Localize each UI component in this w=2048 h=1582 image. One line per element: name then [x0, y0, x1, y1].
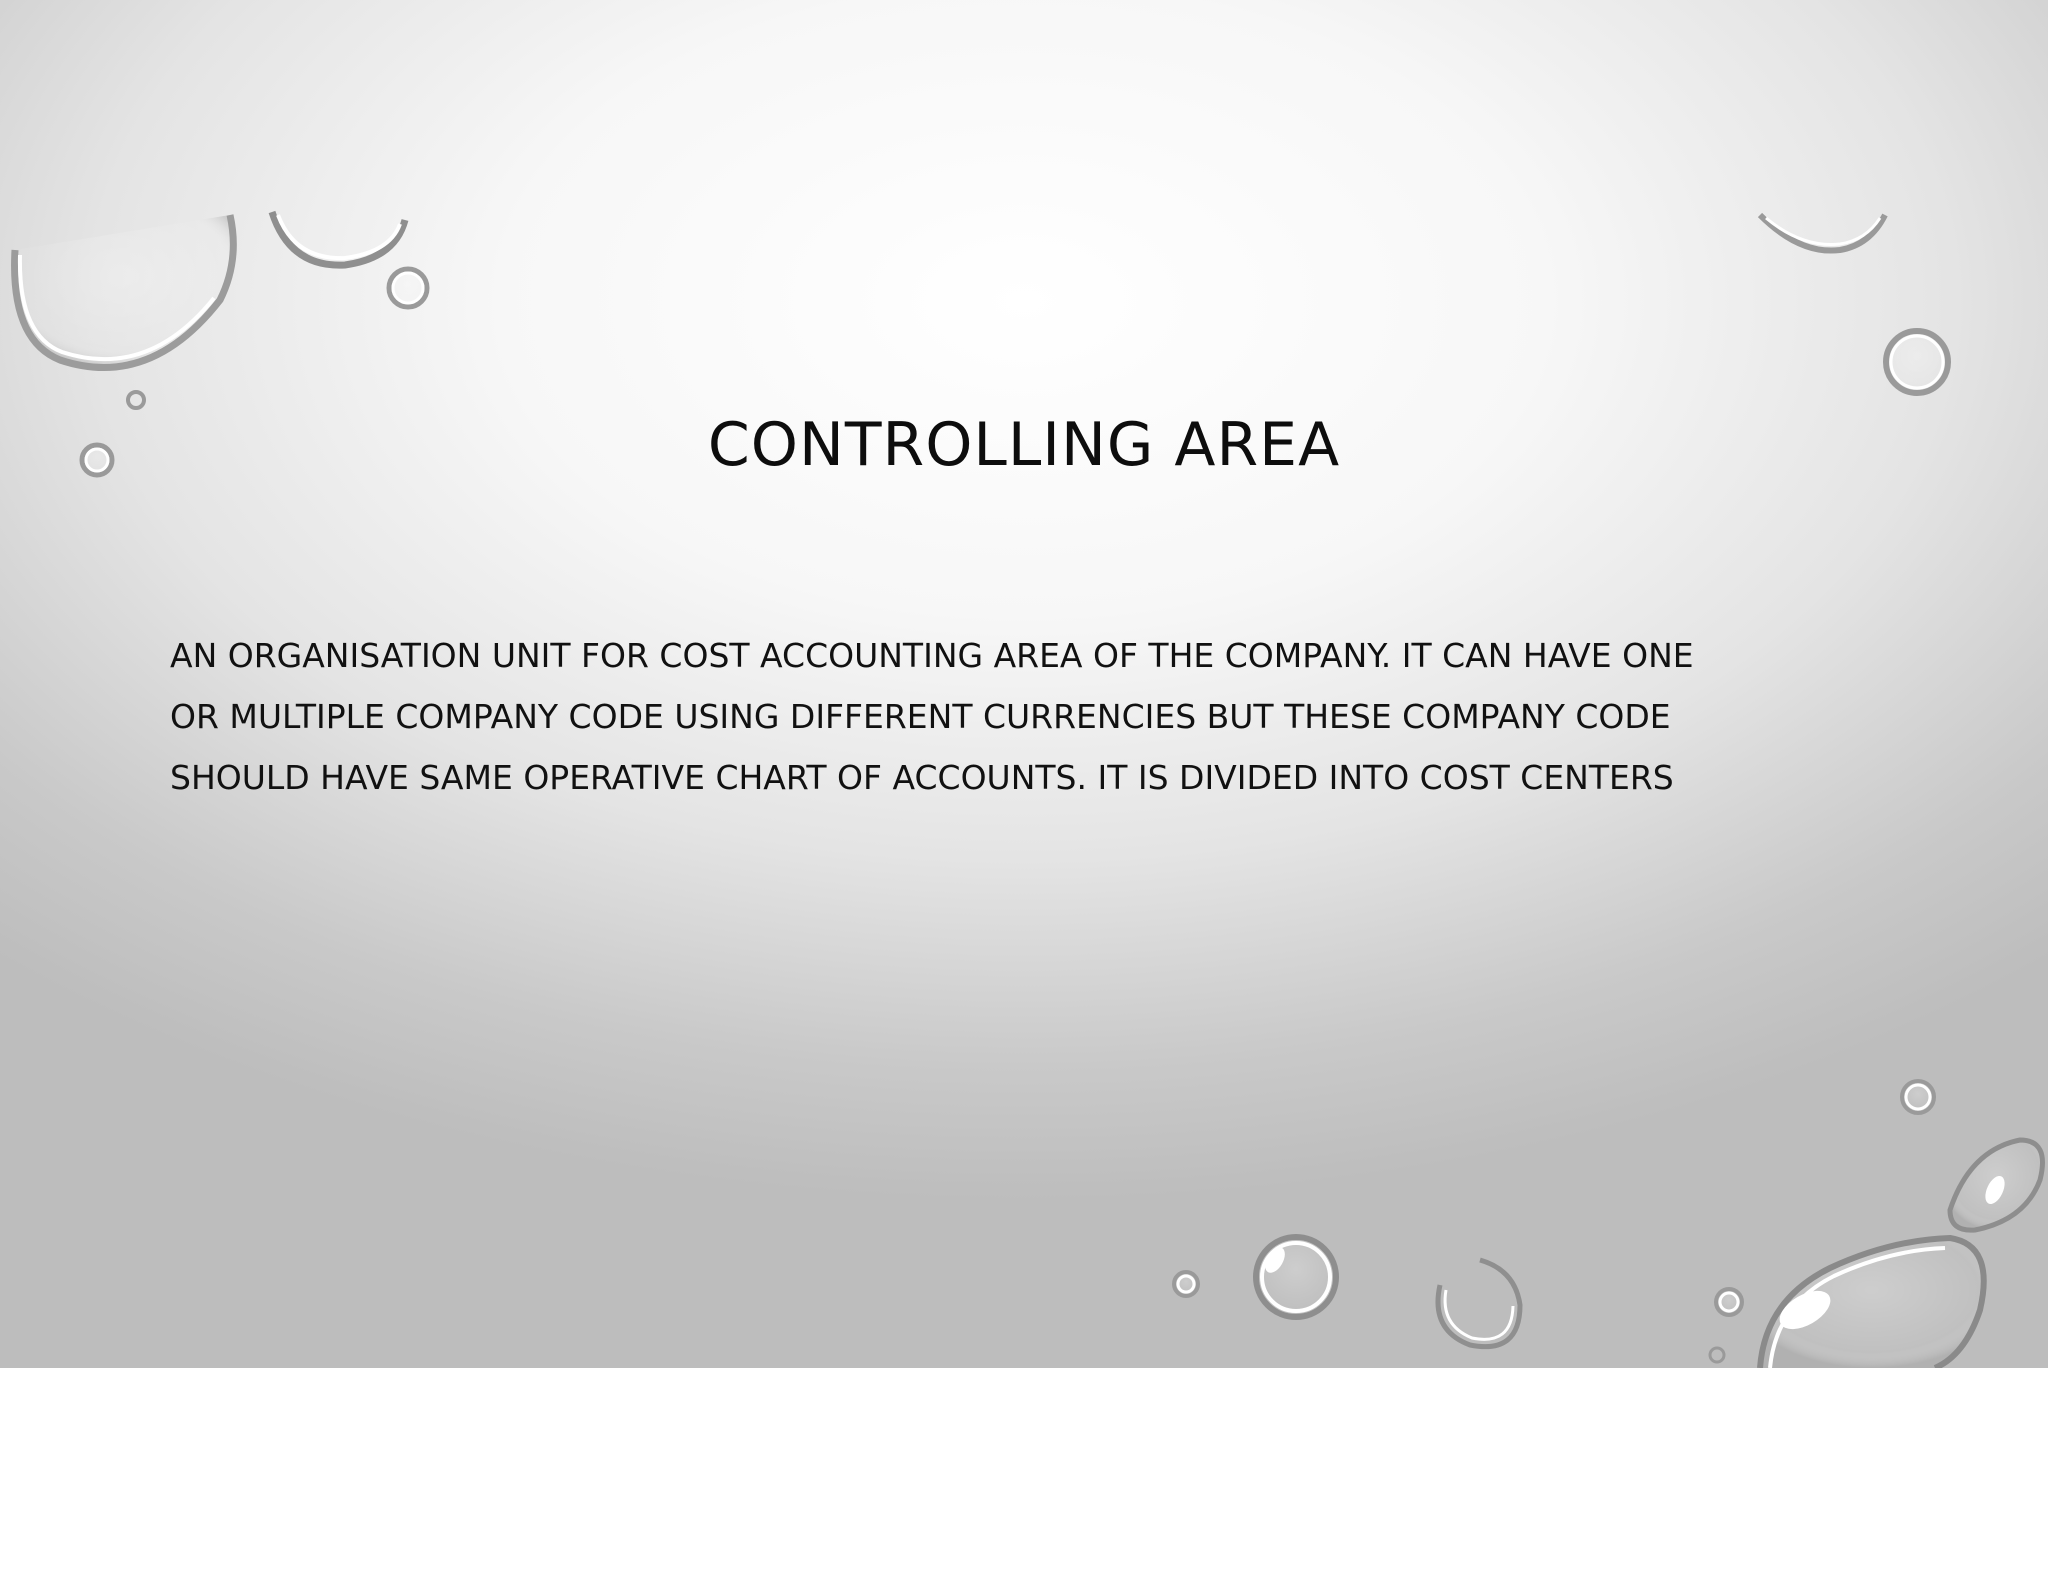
slide-body: [170, 625, 1890, 808]
body-line: SHOULD HAVE SAME OPERATIVE CHART OF ACCOUNTS. IT IS DIVIDED INTO COST CENTERS: [170, 758, 1674, 797]
body-line: OR MULTIPLE COMPANY CODE USING DIFFERENT CURRENCIES BUT THESE COMPANY CODE: [170, 697, 1671, 736]
slide-title: CONTROLLING AREA: [707, 410, 1341, 480]
bubble-cluster-top-right: [1760, 215, 1948, 393]
bubble-cluster-bottom-right: [1174, 1081, 2043, 1368]
body-line: AN ORGANISATION UNIT FOR COST ACCOUNTING AREA OF THE COMPANY. IT CAN HAVE ONE: [170, 636, 1694, 675]
